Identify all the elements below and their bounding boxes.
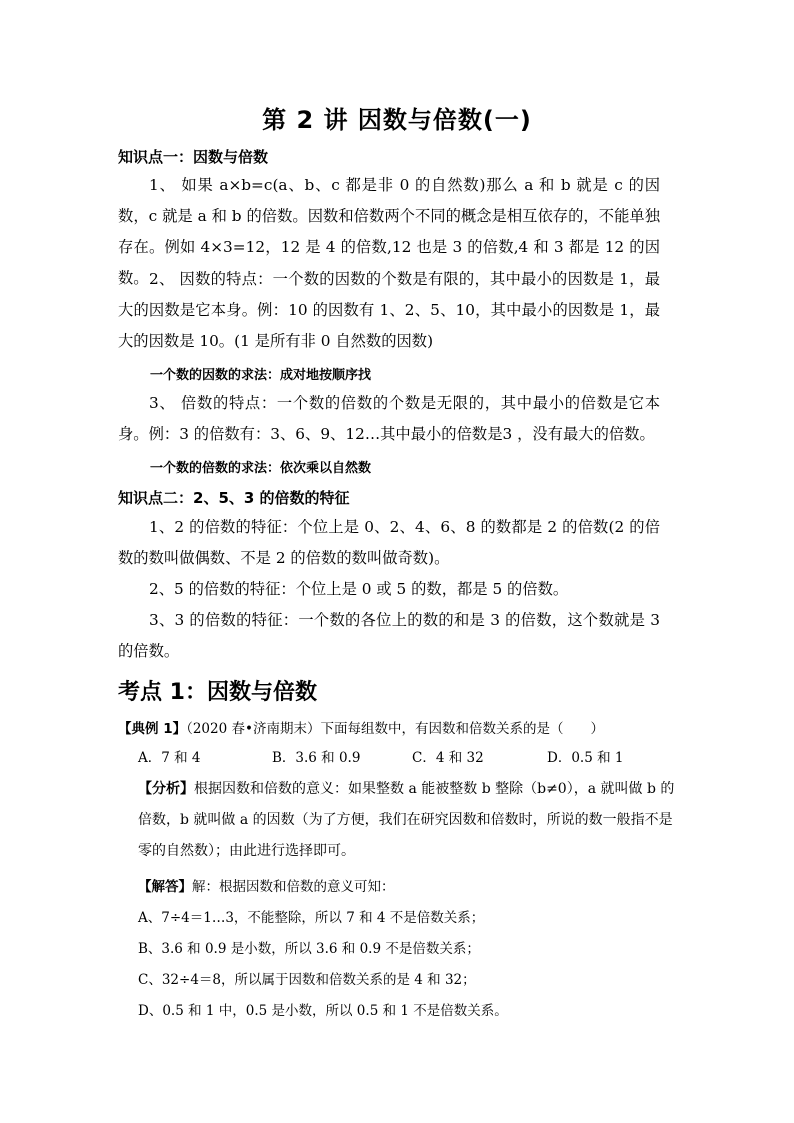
answer-intro-line	[138, 875, 395, 895]
answer-line-a: A、7÷4＝1…3，不能整除，所以 7 和 4 不是倍数关系；	[138, 910, 485, 926]
answer-intro: 解：根据因数和倍数的意义可知：	[192, 879, 395, 895]
option-c: C．4 和 32	[412, 750, 484, 766]
analysis-tag: 【分析】	[138, 781, 194, 797]
option-a: A．7 和 4	[138, 750, 201, 766]
section2-paragraph-1: 1、2 的倍数的特征：个位上是 0、2、4、6、8 的数都是 2 的倍数(2 的倍数的数叫做偶数、不是 2 的倍数的数叫做奇数)。	[118, 518, 660, 567]
option-d: D．0.5 和 1	[547, 750, 624, 766]
option-b: B．3.6 和 0.9	[272, 750, 361, 766]
section2-paragraph-2: 2、5 的倍数的特征：个位上是 0 或 5 的数，都是 5 的倍数。	[149, 580, 569, 598]
answer-tag: 【解答】	[138, 879, 192, 895]
analysis-paragraph	[138, 774, 675, 867]
example-question	[118, 717, 604, 737]
kaodian-heading: 考点 1：因数与倍数	[118, 680, 317, 705]
page-title: 第 2 讲 因数与倍数(一)	[262, 106, 532, 134]
section1-paragraph-2: 2、 因数的特点：一个数的因数的个数是有限的，其中最小的因数是 1，最大的因数是它本身。例：10 的因数有 1、2、5、10，其中最小的因数是 1，最大的因数是 10。(1 是所有非 0 自然数的因数)	[118, 270, 660, 350]
example-question-text: （2020 春•济南期末）下面每组数中，有因数和倍数关系的是（ ）	[186, 721, 604, 737]
analysis-text: 根据因数和倍数的意义：如果整数 a 能被整数 b 整除（b≠0），a 就叫做 b 的倍数，b 就叫做 a 的因数（为了方便，我们在研究因数和倍数时，所说的数一般指不是零的自然数）；由此进行选择即可。	[138, 781, 675, 859]
example-tag: 【典例 1】	[118, 721, 187, 737]
multiple-method-note: 一个数的倍数的求法：依次乘以自然数	[150, 461, 372, 476]
section1-heading: 知识点一：因数与倍数	[118, 148, 269, 166]
section2-paragraph-3: 3、3 的倍数的特征：一个数的各位上的数的和是 3 的倍数，这个数就是 3 的倍数。	[118, 611, 660, 660]
section1-paragraph-1: 1、 如果 a×b=c(a、b、c 都是非 0 的自然数)那么 a 和 b 就是 c 的因数，c 就是 a 和 b 的倍数。因数和倍数两个不同的概念是相互依存的，不能单独存在。例如 4×3=12，12 是 4 的倍数,12 也是 3 的倍数,4 和 3 都是 12 的因数。	[118, 176, 660, 287]
answer-line-b: B、3.6 和 0.9 是小数，所以 3.6 和 0.9 不是倍数关系；	[138, 941, 480, 957]
section2-heading: 知识点二：2、5、3 的倍数的特征	[118, 489, 350, 507]
section1-paragraph-3: 3、 倍数的特点：一个数的倍数的个数是无限的，其中最小的倍数是它本身。例：3 的倍数有：3、6、9、12…其中最小的倍数是3 ，没有最大的倍数。	[118, 394, 660, 443]
factor-method-note: 一个数的因数的求法：成对地按顺序找	[150, 368, 372, 383]
answer-line-d: D、0.5 和 1 中，0.5 是小数，所以 0.5 和 1 不是倍数关系。	[138, 1003, 508, 1019]
answer-line-c: C、32÷4＝8，所以属于因数和倍数关系的是 4 和 32；	[138, 972, 476, 988]
